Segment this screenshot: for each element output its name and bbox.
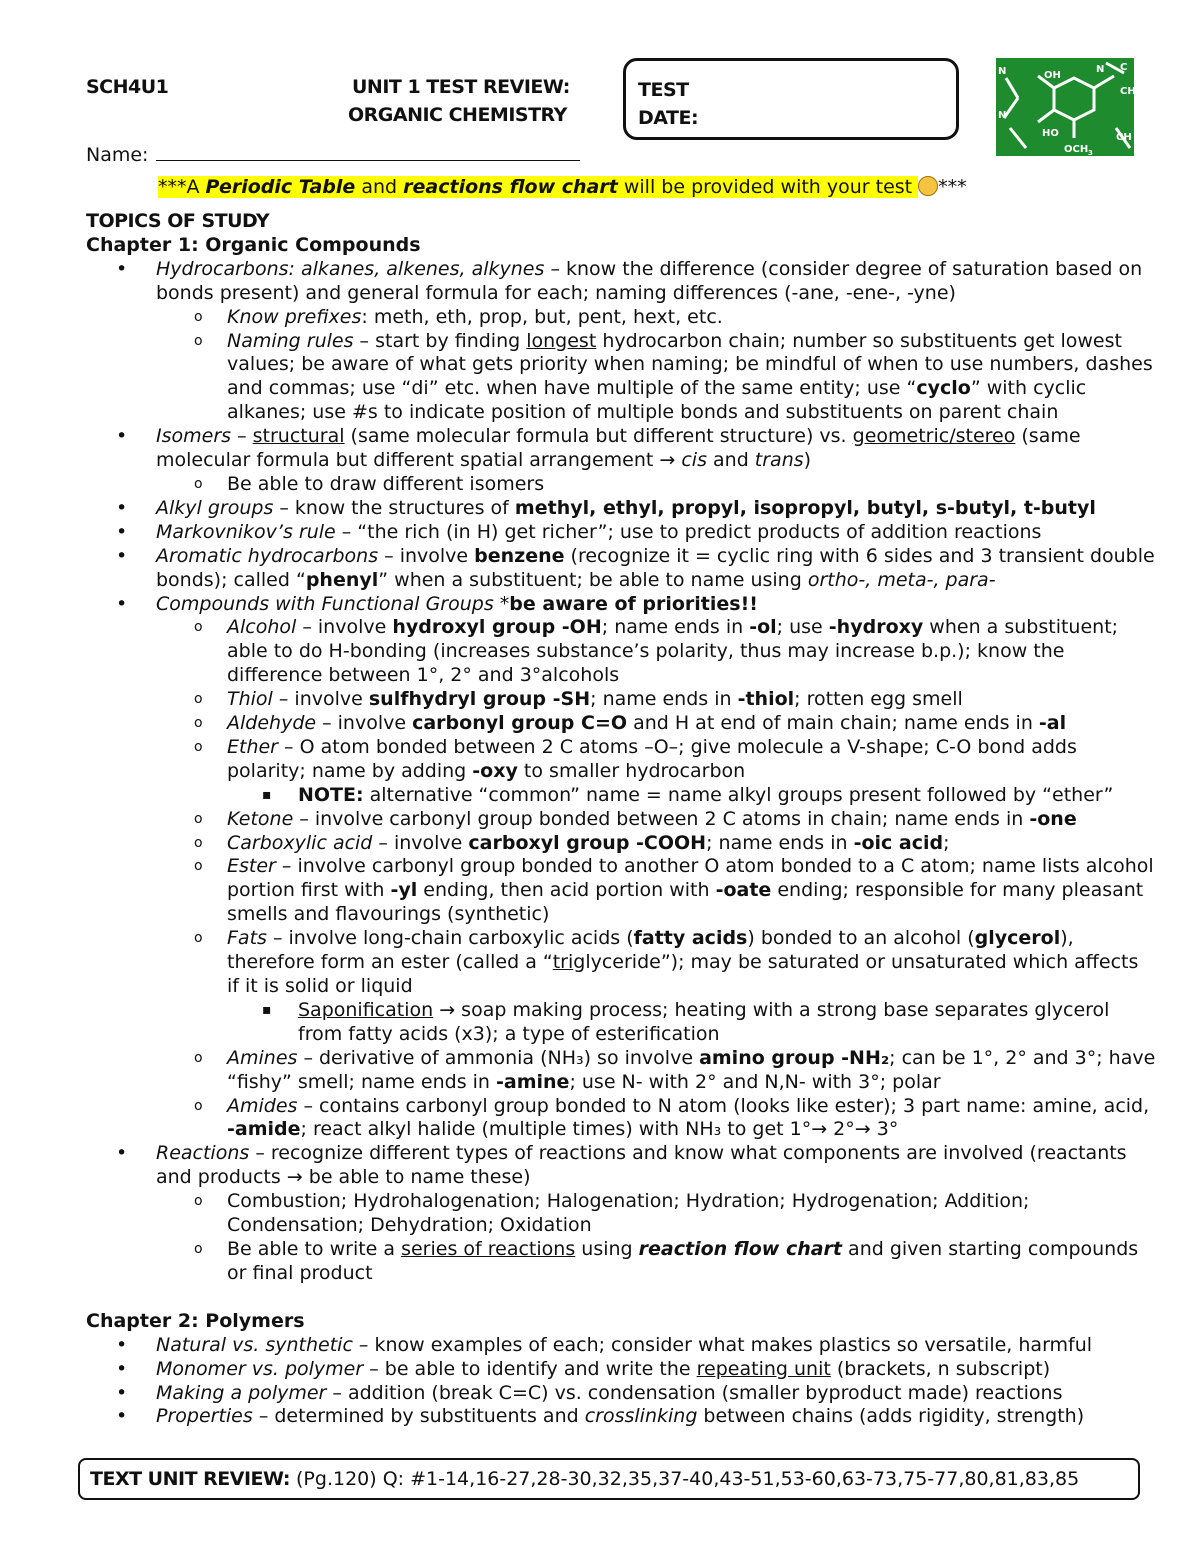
page-title-line1: UNIT 1 TEST REVIEW:	[352, 76, 570, 98]
list-item: o Combustion; Hydrohalogenation; Halogenation; Hydration; Hydrogenation; Addition; Condensation; Dehydration; Oxidation	[86, 1190, 1156, 1238]
name-field	[86, 144, 580, 166]
chapter1-list	[86, 258, 1156, 1286]
name-label: Name:	[86, 144, 149, 166]
logo-label: OH	[1044, 70, 1061, 81]
list-item: o Thiol – involve sulfhydryl group -SH; name ends in -thiol; rotten egg smell	[86, 688, 1156, 712]
logo-label: CH	[1120, 86, 1136, 97]
logo-label: C	[1120, 62, 1128, 73]
chapter2-list	[86, 1334, 1156, 1430]
logo-label: HO	[1042, 128, 1059, 139]
notice-text: ***A	[158, 176, 206, 198]
logo-label: N	[998, 66, 1007, 77]
list-item: o Carboxylic acid – involve carboxyl group -COOH; name ends in -oic acid;	[86, 832, 1156, 856]
review-label: TEXT UNIT REVIEW:	[90, 1468, 290, 1490]
notice-term: Periodic Table	[205, 176, 356, 198]
logo-label: N	[998, 110, 1007, 121]
list-item: o Alcohol – involve hydroxyl group -OH; name ends in -ol; use -hydroxy when a substituent; able to do H-bonding (increases substance’s polarity, thus may increase b.p.); know the difference between 1°, 2° and 3°alcohols	[86, 616, 1156, 688]
list-item: • Aromatic hydrocarbons – involve benzene (recognize it = cyclic ring with 6 sides and 3 transient double bonds); called “phenyl” when a substituent; be able to name using ortho-, meta-, para-	[86, 545, 1156, 593]
molecule-logo	[996, 58, 1134, 156]
smiley-icon	[918, 176, 938, 196]
list-item: o Ether – O atom bonded between 2 C atoms –O–; give molecule a V-shape; C-O bond adds polarity; name by adding -oxy to smaller hydrocarbon	[86, 736, 1156, 784]
list-item: • Hydrocarbons: alkanes, alkenes, alkynes – know the difference (consider degree of saturation based on bonds present) and general formula for each; naming differences (-ane, -ene-, -yne)	[86, 258, 1156, 306]
list-item: • Reactions – recognize different types of reactions and know what components are involved (reactants and products → be able to name these)	[86, 1142, 1156, 1190]
review-questions: (Pg.120) Q: #1-14,16-27,28-30,32,35,37-40,43-51,53-60,63-73,75-77,80,81,83,85	[289, 1468, 1080, 1490]
notice-line	[158, 176, 967, 198]
list-item: ▪ NOTE: alternative “common” name = name alkyl groups present followed by “ether”	[86, 784, 1156, 808]
course-code: SCH4U1	[86, 76, 169, 98]
list-item: o Amides – contains carbonyl group bonded to N atom (looks like ester); 3 part name: amine, acid, -amide; react alkyl halide (multiple times) with NH₃ to get 1°→ 2°→ 3°	[86, 1095, 1156, 1143]
list-item: o Ester – involve carbonyl group bonded to another O atom bonded to a C atom; name lists alcohol portion first with -yl ending, then acid portion with -oate ending; responsible for many pleasant smells and flavourings (synthetic)	[86, 855, 1156, 927]
test-date-box	[623, 58, 959, 140]
list-item: o Be able to write a series of reactions using reaction flow chart and given starting compounds or final product	[86, 1238, 1156, 1286]
list-item: • Alkyl groups – know the structures of methyl, ethyl, propyl, isopropyl, butyl, s-butyl, t-butyl	[86, 497, 1156, 521]
logo-label: OCH	[1064, 144, 1089, 155]
list-item: o Be able to draw different isomers	[86, 473, 1156, 497]
list-item: • Monomer vs. polymer – be able to identify and write the repeating unit (brackets, n subscript)	[86, 1358, 1156, 1382]
logo-label: N	[1096, 64, 1105, 75]
list-item: • Properties – determined by substituents and crosslinking between chains (adds rigidity, strength)	[86, 1405, 1156, 1429]
list-item: ▪ Saponification → soap making process; heating with a strong base separates glycerol from fatty acids (x3); a type of esterification	[86, 999, 1156, 1047]
list-item: • Markovnikov’s rule – “the rich (in H) get richer”; use to predict products of addition reactions	[86, 521, 1156, 545]
notice-text: ***	[938, 176, 967, 198]
chapter1-heading: Chapter 1: Organic Compounds	[86, 233, 421, 256]
list-item: o Ketone – involve carbonyl group bonded between 2 C atoms in chain; name ends in -one	[86, 808, 1156, 832]
test-label: TEST	[638, 79, 689, 101]
list-item: o Know prefixes: meth, eth, prop, but, pent, hext, etc.	[86, 306, 1156, 330]
list-item: o Amines – derivative of ammonia (NH₃) so involve amino group -NH₂; can be 1°, 2° and 3°; have “fishy” smell; name ends in -amine; use N- with 2° and N,N- with 3°; polar	[86, 1047, 1156, 1095]
date-label: DATE:	[638, 107, 699, 129]
list-item: o Fats – involve long-chain carboxylic acids (fatty acids) bonded to an alcohol (glycerol), therefore form an ester (called a “triglyceride”); may be saturated or unsaturated which affects if it is solid or liquid	[86, 927, 1156, 999]
list-item: o Aldehyde – involve carbonyl group C=O and H at end of main chain; name ends in -al	[86, 712, 1156, 736]
text-unit-review-box	[78, 1458, 1140, 1500]
notice-term: reactions flow chart	[403, 176, 618, 198]
topics-heading: TOPICS OF STUDY	[86, 210, 270, 232]
list-item: • Compounds with Functional Groups *be aware of priorities!!	[86, 593, 1156, 617]
study-topics	[86, 210, 1156, 1429]
notice-text: will be provided with your test	[617, 176, 919, 198]
logo-label: CH	[1116, 132, 1132, 143]
list-item: • Isomers – structural (same molecular formula but different structure) vs. geometric/stereo (same molecular formula but different spatial arrangement → cis and trans)	[86, 425, 1156, 473]
logo-label: 3	[1088, 149, 1093, 157]
list-item: • Natural vs. synthetic – know examples of each; consider what makes plastics so versatile, harmful	[86, 1334, 1156, 1358]
list-item: • Making a polymer – addition (break C=C) vs. condensation (smaller byproduct made) reactions	[86, 1382, 1156, 1406]
list-item: o Naming rules – start by finding longest hydrocarbon chain; number so substituents get lowest values; be aware of what gets priority when naming; be mindful of when to use numbers, dashes and commas; use “di” etc. when have multiple of the same entity; use “cyclo” with cyclic alkanes; use #s to indicate position of multiple bonds and substituents on parent chain	[86, 330, 1156, 426]
page-title-line2: ORGANIC CHEMISTRY	[348, 104, 567, 126]
chapter2-heading: Chapter 2: Polymers	[86, 1309, 305, 1332]
notice-text: and	[355, 176, 404, 198]
name-blank-line	[156, 144, 580, 161]
